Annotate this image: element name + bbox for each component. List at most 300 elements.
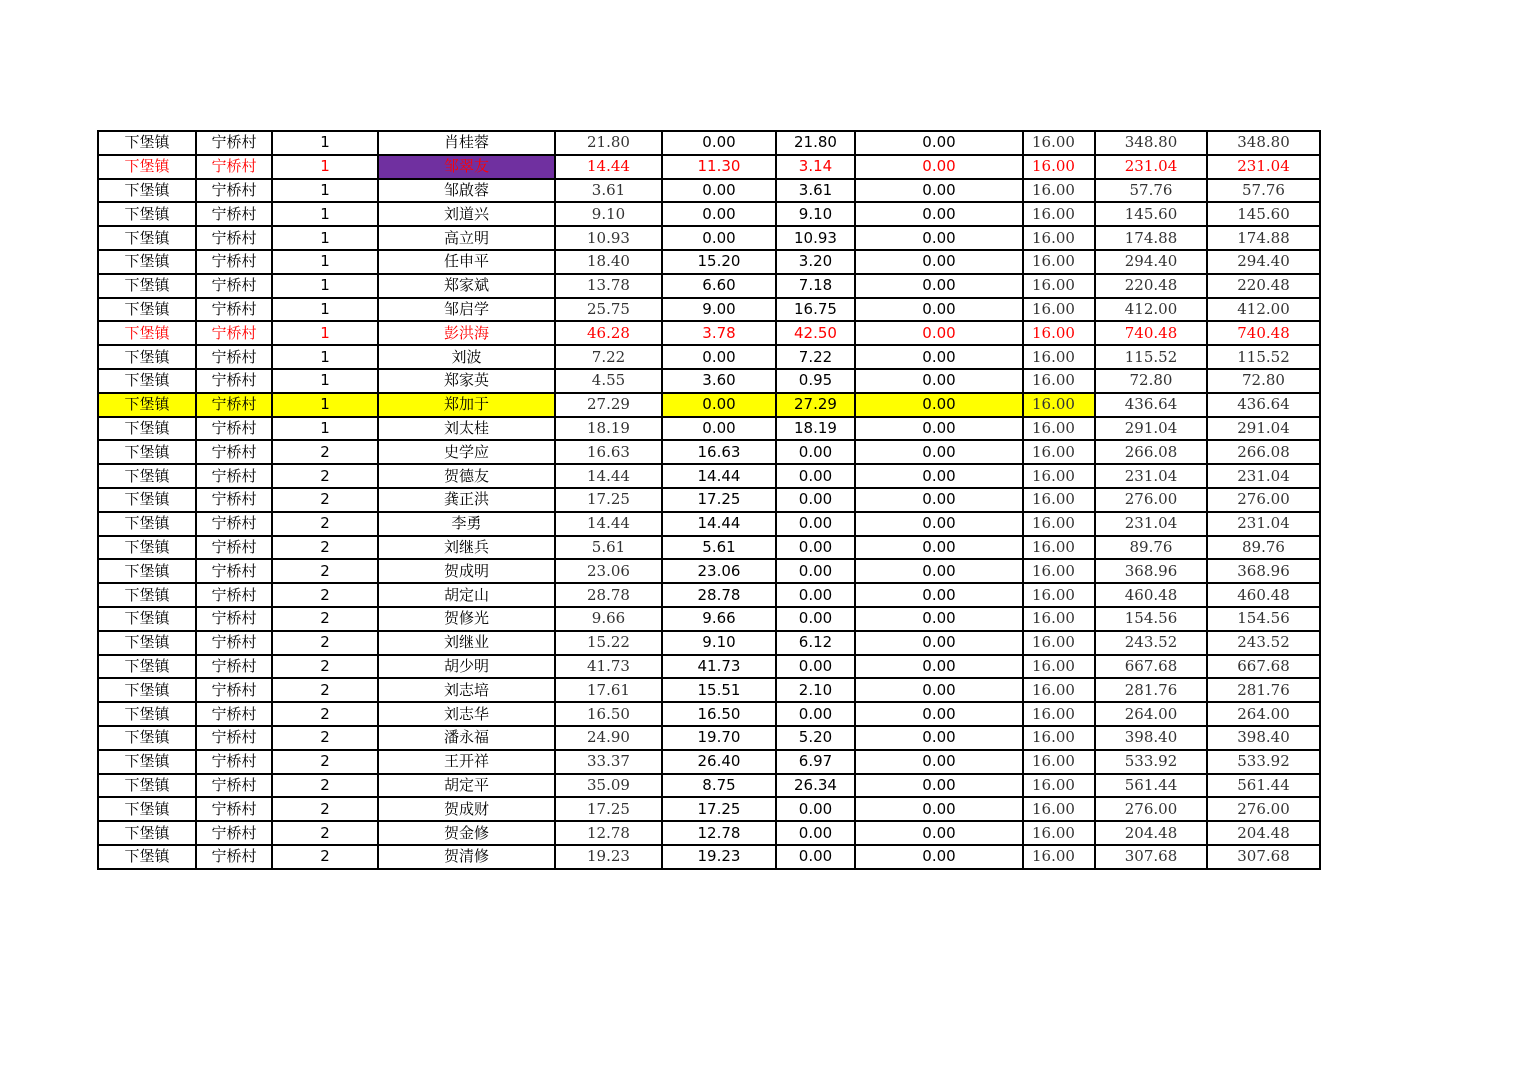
- table-row: [98, 155, 1320, 179]
- cell-area-b: 6.97: [776, 750, 855, 774]
- cell-group: 1: [272, 250, 378, 274]
- cell-area-a: 19.23: [662, 845, 776, 869]
- data-table: [97, 130, 1321, 870]
- cell-group: 2: [272, 559, 378, 583]
- cell-town: 下堡镇: [98, 607, 196, 631]
- cell-area-a: 9.66: [662, 607, 776, 631]
- cell-village: 宁桥村: [196, 440, 272, 464]
- cell-area-total: 46.28: [555, 321, 662, 345]
- table-row: [98, 678, 1320, 702]
- cell-name: 郑家斌: [378, 274, 555, 298]
- cell-name: 史学应: [378, 440, 555, 464]
- cell-area-c: 0.00: [855, 726, 1023, 750]
- cell-area-c: 0.00: [855, 202, 1023, 226]
- cell-amount-1: 174.88: [1095, 226, 1207, 250]
- cell-area-c: 0.00: [855, 131, 1023, 155]
- cell-rate: 16.00: [1023, 202, 1095, 226]
- cell-area-c: 0.00: [855, 607, 1023, 631]
- cell-amount-2: 412.00: [1207, 298, 1320, 322]
- cell-town: 下堡镇: [98, 369, 196, 393]
- cell-area-b: 7.18: [776, 274, 855, 298]
- cell-amount-1: 398.40: [1095, 726, 1207, 750]
- cell-name: 潘永福: [378, 726, 555, 750]
- cell-area-a: 0.00: [662, 393, 776, 417]
- cell-town: 下堡镇: [98, 298, 196, 322]
- cell-group: 1: [272, 393, 378, 417]
- cell-area-b: 42.50: [776, 321, 855, 345]
- cell-rate: 16.00: [1023, 250, 1095, 274]
- cell-amount-2: 231.04: [1207, 464, 1320, 488]
- cell-rate: 16.00: [1023, 607, 1095, 631]
- table-row: [98, 583, 1320, 607]
- cell-village: 宁桥村: [196, 750, 272, 774]
- cell-rate: 16.00: [1023, 774, 1095, 798]
- cell-amount-2: 276.00: [1207, 488, 1320, 512]
- cell-name: 贺成明: [378, 559, 555, 583]
- cell-area-a: 0.00: [662, 417, 776, 441]
- cell-village: 宁桥村: [196, 464, 272, 488]
- cell-rate: 16.00: [1023, 440, 1095, 464]
- cell-village: 宁桥村: [196, 821, 272, 845]
- cell-area-b: 0.00: [776, 821, 855, 845]
- cell-town: 下堡镇: [98, 250, 196, 274]
- cell-town: 下堡镇: [98, 678, 196, 702]
- cell-rate: 16.00: [1023, 274, 1095, 298]
- cell-group: 2: [272, 821, 378, 845]
- cell-area-a: 17.25: [662, 488, 776, 512]
- cell-village: 宁桥村: [196, 512, 272, 536]
- table-row: [98, 393, 1320, 417]
- cell-area-b: 0.95: [776, 369, 855, 393]
- cell-group: 2: [272, 797, 378, 821]
- cell-name: 刘继兵: [378, 536, 555, 560]
- cell-village: 宁桥村: [196, 321, 272, 345]
- cell-area-b: 0.00: [776, 655, 855, 679]
- cell-area-total: 4.55: [555, 369, 662, 393]
- cell-area-a: 23.06: [662, 559, 776, 583]
- cell-amount-1: 348.80: [1095, 131, 1207, 155]
- cell-area-c: 0.00: [855, 250, 1023, 274]
- table-row: [98, 226, 1320, 250]
- cell-amount-1: 154.56: [1095, 607, 1207, 631]
- cell-group: 1: [272, 417, 378, 441]
- cell-area-a: 15.20: [662, 250, 776, 274]
- cell-area-b: 26.34: [776, 774, 855, 798]
- table-row: [98, 321, 1320, 345]
- cell-group: 2: [272, 678, 378, 702]
- cell-name: 贺成财: [378, 797, 555, 821]
- cell-group: 2: [272, 607, 378, 631]
- cell-area-c: 0.00: [855, 750, 1023, 774]
- cell-area-total: 17.25: [555, 797, 662, 821]
- cell-amount-2: 174.88: [1207, 226, 1320, 250]
- cell-group: 1: [272, 298, 378, 322]
- cell-area-a: 3.60: [662, 369, 776, 393]
- cell-rate: 16.00: [1023, 321, 1095, 345]
- table-row: [98, 440, 1320, 464]
- cell-area-b: 0.00: [776, 845, 855, 869]
- cell-area-c: 0.00: [855, 559, 1023, 583]
- table-row: [98, 202, 1320, 226]
- cell-amount-1: 204.48: [1095, 821, 1207, 845]
- cell-rate: 16.00: [1023, 345, 1095, 369]
- cell-area-b: 0.00: [776, 702, 855, 726]
- table-row: [98, 417, 1320, 441]
- cell-amount-2: 220.48: [1207, 274, 1320, 298]
- cell-name: 龚正洪: [378, 488, 555, 512]
- cell-town: 下堡镇: [98, 131, 196, 155]
- cell-area-a: 3.78: [662, 321, 776, 345]
- table-row: [98, 464, 1320, 488]
- cell-rate: 16.00: [1023, 821, 1095, 845]
- cell-amount-2: 460.48: [1207, 583, 1320, 607]
- cell-amount-2: 667.68: [1207, 655, 1320, 679]
- cell-group: 2: [272, 774, 378, 798]
- cell-amount-2: 145.60: [1207, 202, 1320, 226]
- cell-area-b: 7.22: [776, 345, 855, 369]
- cell-area-b: 3.20: [776, 250, 855, 274]
- cell-area-total: 17.61: [555, 678, 662, 702]
- cell-area-total: 14.44: [555, 464, 662, 488]
- table-row: [98, 774, 1320, 798]
- cell-name: 肖桂蓉: [378, 131, 555, 155]
- cell-amount-1: 281.76: [1095, 678, 1207, 702]
- cell-area-total: 16.63: [555, 440, 662, 464]
- cell-group: 2: [272, 512, 378, 536]
- cell-area-total: 18.19: [555, 417, 662, 441]
- cell-village: 宁桥村: [196, 155, 272, 179]
- cell-area-b: 6.12: [776, 631, 855, 655]
- cell-town: 下堡镇: [98, 393, 196, 417]
- cell-amount-1: 276.00: [1095, 797, 1207, 821]
- cell-rate: 16.00: [1023, 678, 1095, 702]
- cell-area-total: 25.75: [555, 298, 662, 322]
- cell-group: 2: [272, 631, 378, 655]
- cell-area-a: 8.75: [662, 774, 776, 798]
- cell-group: 2: [272, 488, 378, 512]
- cell-village: 宁桥村: [196, 393, 272, 417]
- cell-area-total: 33.37: [555, 750, 662, 774]
- cell-rate: 16.00: [1023, 155, 1095, 179]
- cell-group: 2: [272, 655, 378, 679]
- cell-group: 1: [272, 369, 378, 393]
- cell-area-c: 0.00: [855, 678, 1023, 702]
- cell-area-a: 5.61: [662, 536, 776, 560]
- cell-area-c: 0.00: [855, 345, 1023, 369]
- cell-group: 2: [272, 845, 378, 869]
- cell-name: 胡定山: [378, 583, 555, 607]
- cell-area-b: 0.00: [776, 440, 855, 464]
- cell-area-c: 0.00: [855, 821, 1023, 845]
- cell-amount-1: 667.68: [1095, 655, 1207, 679]
- cell-town: 下堡镇: [98, 750, 196, 774]
- cell-group: 2: [272, 440, 378, 464]
- cell-village: 宁桥村: [196, 536, 272, 560]
- cell-area-a: 19.70: [662, 726, 776, 750]
- cell-name: 贺修光: [378, 607, 555, 631]
- table-row: [98, 726, 1320, 750]
- cell-area-b: 10.93: [776, 226, 855, 250]
- cell-group: 2: [272, 536, 378, 560]
- cell-village: 宁桥村: [196, 250, 272, 274]
- cell-area-c: 0.00: [855, 464, 1023, 488]
- cell-village: 宁桥村: [196, 607, 272, 631]
- cell-amount-2: 231.04: [1207, 155, 1320, 179]
- cell-rate: 16.00: [1023, 750, 1095, 774]
- cell-town: 下堡镇: [98, 274, 196, 298]
- cell-area-b: 9.10: [776, 202, 855, 226]
- cell-area-b: 2.10: [776, 678, 855, 702]
- cell-area-b: 0.00: [776, 607, 855, 631]
- cell-area-total: 5.61: [555, 536, 662, 560]
- cell-area-total: 13.78: [555, 274, 662, 298]
- cell-rate: 16.00: [1023, 702, 1095, 726]
- cell-amount-1: 460.48: [1095, 583, 1207, 607]
- cell-name: 李勇: [378, 512, 555, 536]
- cell-amount-1: 231.04: [1095, 512, 1207, 536]
- table-body: [98, 131, 1320, 869]
- cell-area-a: 16.50: [662, 702, 776, 726]
- cell-group: 1: [272, 131, 378, 155]
- cell-area-b: 3.14: [776, 155, 855, 179]
- cell-amount-1: 291.04: [1095, 417, 1207, 441]
- cell-amount-2: 154.56: [1207, 607, 1320, 631]
- cell-group: 2: [272, 750, 378, 774]
- cell-rate: 16.00: [1023, 726, 1095, 750]
- cell-amount-1: 57.76: [1095, 179, 1207, 203]
- table-row: [98, 655, 1320, 679]
- cell-group: 1: [272, 226, 378, 250]
- cell-amount-2: 436.64: [1207, 393, 1320, 417]
- cell-rate: 16.00: [1023, 583, 1095, 607]
- table-row: [98, 750, 1320, 774]
- cell-area-a: 17.25: [662, 797, 776, 821]
- cell-amount-1: 115.52: [1095, 345, 1207, 369]
- cell-town: 下堡镇: [98, 202, 196, 226]
- table-row: [98, 797, 1320, 821]
- cell-area-c: 0.00: [855, 440, 1023, 464]
- table-row: [98, 821, 1320, 845]
- cell-amount-2: 398.40: [1207, 726, 1320, 750]
- cell-area-a: 9.10: [662, 631, 776, 655]
- cell-rate: 16.00: [1023, 417, 1095, 441]
- cell-group: 2: [272, 726, 378, 750]
- cell-amount-1: 276.00: [1095, 488, 1207, 512]
- cell-group: 2: [272, 702, 378, 726]
- cell-name: 王开祥: [378, 750, 555, 774]
- cell-area-a: 6.60: [662, 274, 776, 298]
- cell-amount-1: 145.60: [1095, 202, 1207, 226]
- cell-group: 2: [272, 583, 378, 607]
- cell-group: 1: [272, 155, 378, 179]
- cell-rate: 16.00: [1023, 536, 1095, 560]
- cell-area-total: 18.40: [555, 250, 662, 274]
- cell-area-a: 0.00: [662, 202, 776, 226]
- cell-village: 宁桥村: [196, 774, 272, 798]
- cell-amount-1: 307.68: [1095, 845, 1207, 869]
- cell-area-total: 21.80: [555, 131, 662, 155]
- cell-name: 刘志华: [378, 702, 555, 726]
- cell-amount-2: 740.48: [1207, 321, 1320, 345]
- cell-amount-1: 72.80: [1095, 369, 1207, 393]
- cell-rate: 16.00: [1023, 226, 1095, 250]
- cell-amount-1: 561.44: [1095, 774, 1207, 798]
- cell-amount-2: 291.04: [1207, 417, 1320, 441]
- cell-rate: 16.00: [1023, 655, 1095, 679]
- cell-amount-1: 266.08: [1095, 440, 1207, 464]
- cell-amount-2: 368.96: [1207, 559, 1320, 583]
- cell-town: 下堡镇: [98, 155, 196, 179]
- cell-name: 胡少明: [378, 655, 555, 679]
- cell-amount-2: 294.40: [1207, 250, 1320, 274]
- cell-area-c: 0.00: [855, 845, 1023, 869]
- cell-name: 胡定平: [378, 774, 555, 798]
- cell-rate: 16.00: [1023, 131, 1095, 155]
- cell-town: 下堡镇: [98, 583, 196, 607]
- cell-name: 贺金修: [378, 821, 555, 845]
- cell-village: 宁桥村: [196, 226, 272, 250]
- cell-town: 下堡镇: [98, 559, 196, 583]
- cell-area-b: 0.00: [776, 583, 855, 607]
- cell-area-c: 0.00: [855, 774, 1023, 798]
- cell-town: 下堡镇: [98, 226, 196, 250]
- cell-town: 下堡镇: [98, 702, 196, 726]
- cell-amount-1: 412.00: [1095, 298, 1207, 322]
- cell-area-c: 0.00: [855, 631, 1023, 655]
- cell-area-total: 12.78: [555, 821, 662, 845]
- cell-area-a: 15.51: [662, 678, 776, 702]
- cell-area-total: 14.44: [555, 155, 662, 179]
- cell-area-total: 28.78: [555, 583, 662, 607]
- cell-name: 刘志培: [378, 678, 555, 702]
- cell-area-b: 21.80: [776, 131, 855, 155]
- cell-name: 邹启学: [378, 298, 555, 322]
- cell-amount-2: 231.04: [1207, 512, 1320, 536]
- cell-amount-2: 561.44: [1207, 774, 1320, 798]
- cell-rate: 16.00: [1023, 298, 1095, 322]
- cell-area-b: 18.19: [776, 417, 855, 441]
- cell-amount-1: 740.48: [1095, 321, 1207, 345]
- cell-amount-2: 57.76: [1207, 179, 1320, 203]
- cell-area-b: 0.00: [776, 488, 855, 512]
- table-row: [98, 369, 1320, 393]
- cell-name: 刘波: [378, 345, 555, 369]
- cell-area-c: 0.00: [855, 298, 1023, 322]
- cell-village: 宁桥村: [196, 797, 272, 821]
- table-row: [98, 702, 1320, 726]
- cell-area-c: 0.00: [855, 512, 1023, 536]
- cell-area-b: 0.00: [776, 797, 855, 821]
- cell-area-c: 0.00: [855, 321, 1023, 345]
- cell-village: 宁桥村: [196, 488, 272, 512]
- cell-name: 刘太桂: [378, 417, 555, 441]
- cell-rate: 16.00: [1023, 845, 1095, 869]
- cell-town: 下堡镇: [98, 845, 196, 869]
- cell-area-total: 35.09: [555, 774, 662, 798]
- cell-area-a: 41.73: [662, 655, 776, 679]
- cell-town: 下堡镇: [98, 655, 196, 679]
- cell-amount-1: 294.40: [1095, 250, 1207, 274]
- cell-village: 宁桥村: [196, 845, 272, 869]
- table-row: [98, 250, 1320, 274]
- cell-town: 下堡镇: [98, 345, 196, 369]
- cell-area-a: 0.00: [662, 345, 776, 369]
- cell-area-a: 12.78: [662, 821, 776, 845]
- cell-area-total: 19.23: [555, 845, 662, 869]
- cell-area-total: 9.10: [555, 202, 662, 226]
- cell-area-b: 0.00: [776, 559, 855, 583]
- cell-amount-1: 231.04: [1095, 464, 1207, 488]
- table-row: [98, 488, 1320, 512]
- cell-village: 宁桥村: [196, 702, 272, 726]
- cell-area-c: 0.00: [855, 536, 1023, 560]
- table-row: [98, 512, 1320, 536]
- cell-area-c: 0.00: [855, 583, 1023, 607]
- cell-rate: 16.00: [1023, 464, 1095, 488]
- cell-amount-2: 89.76: [1207, 536, 1320, 560]
- cell-group: 1: [272, 345, 378, 369]
- cell-amount-1: 231.04: [1095, 155, 1207, 179]
- cell-town: 下堡镇: [98, 464, 196, 488]
- cell-area-total: 27.29: [555, 393, 662, 417]
- cell-village: 宁桥村: [196, 274, 272, 298]
- cell-area-b: 3.61: [776, 179, 855, 203]
- cell-area-b: 16.75: [776, 298, 855, 322]
- cell-amount-2: 264.00: [1207, 702, 1320, 726]
- table-row: [98, 559, 1320, 583]
- cell-area-a: 11.30: [662, 155, 776, 179]
- cell-rate: 16.00: [1023, 631, 1095, 655]
- cell-amount-2: 348.80: [1207, 131, 1320, 155]
- cell-name: 贺德友: [378, 464, 555, 488]
- cell-amount-1: 264.00: [1095, 702, 1207, 726]
- cell-name: 刘道兴: [378, 202, 555, 226]
- cell-area-total: 3.61: [555, 179, 662, 203]
- cell-town: 下堡镇: [98, 417, 196, 441]
- cell-area-total: 16.50: [555, 702, 662, 726]
- cell-area-c: 0.00: [855, 274, 1023, 298]
- cell-name: 彭洪海: [378, 321, 555, 345]
- cell-village: 宁桥村: [196, 417, 272, 441]
- cell-area-a: 0.00: [662, 179, 776, 203]
- cell-area-c: 0.00: [855, 702, 1023, 726]
- cell-area-a: 14.44: [662, 464, 776, 488]
- cell-amount-2: 307.68: [1207, 845, 1320, 869]
- cell-village: 宁桥村: [196, 726, 272, 750]
- cell-town: 下堡镇: [98, 821, 196, 845]
- cell-name: 郑加于: [378, 393, 555, 417]
- cell-town: 下堡镇: [98, 488, 196, 512]
- cell-rate: 16.00: [1023, 393, 1095, 417]
- cell-village: 宁桥村: [196, 345, 272, 369]
- cell-rate: 16.00: [1023, 488, 1095, 512]
- cell-area-total: 9.66: [555, 607, 662, 631]
- cell-area-total: 7.22: [555, 345, 662, 369]
- cell-group: 1: [272, 179, 378, 203]
- cell-area-a: 26.40: [662, 750, 776, 774]
- table-row: [98, 179, 1320, 203]
- table-row: [98, 298, 1320, 322]
- cell-town: 下堡镇: [98, 321, 196, 345]
- cell-name: 高立明: [378, 226, 555, 250]
- cell-village: 宁桥村: [196, 678, 272, 702]
- cell-area-a: 16.63: [662, 440, 776, 464]
- cell-group: 1: [272, 274, 378, 298]
- cell-area-b: 5.20: [776, 726, 855, 750]
- cell-town: 下堡镇: [98, 536, 196, 560]
- cell-area-b: 0.00: [776, 536, 855, 560]
- cell-area-total: 41.73: [555, 655, 662, 679]
